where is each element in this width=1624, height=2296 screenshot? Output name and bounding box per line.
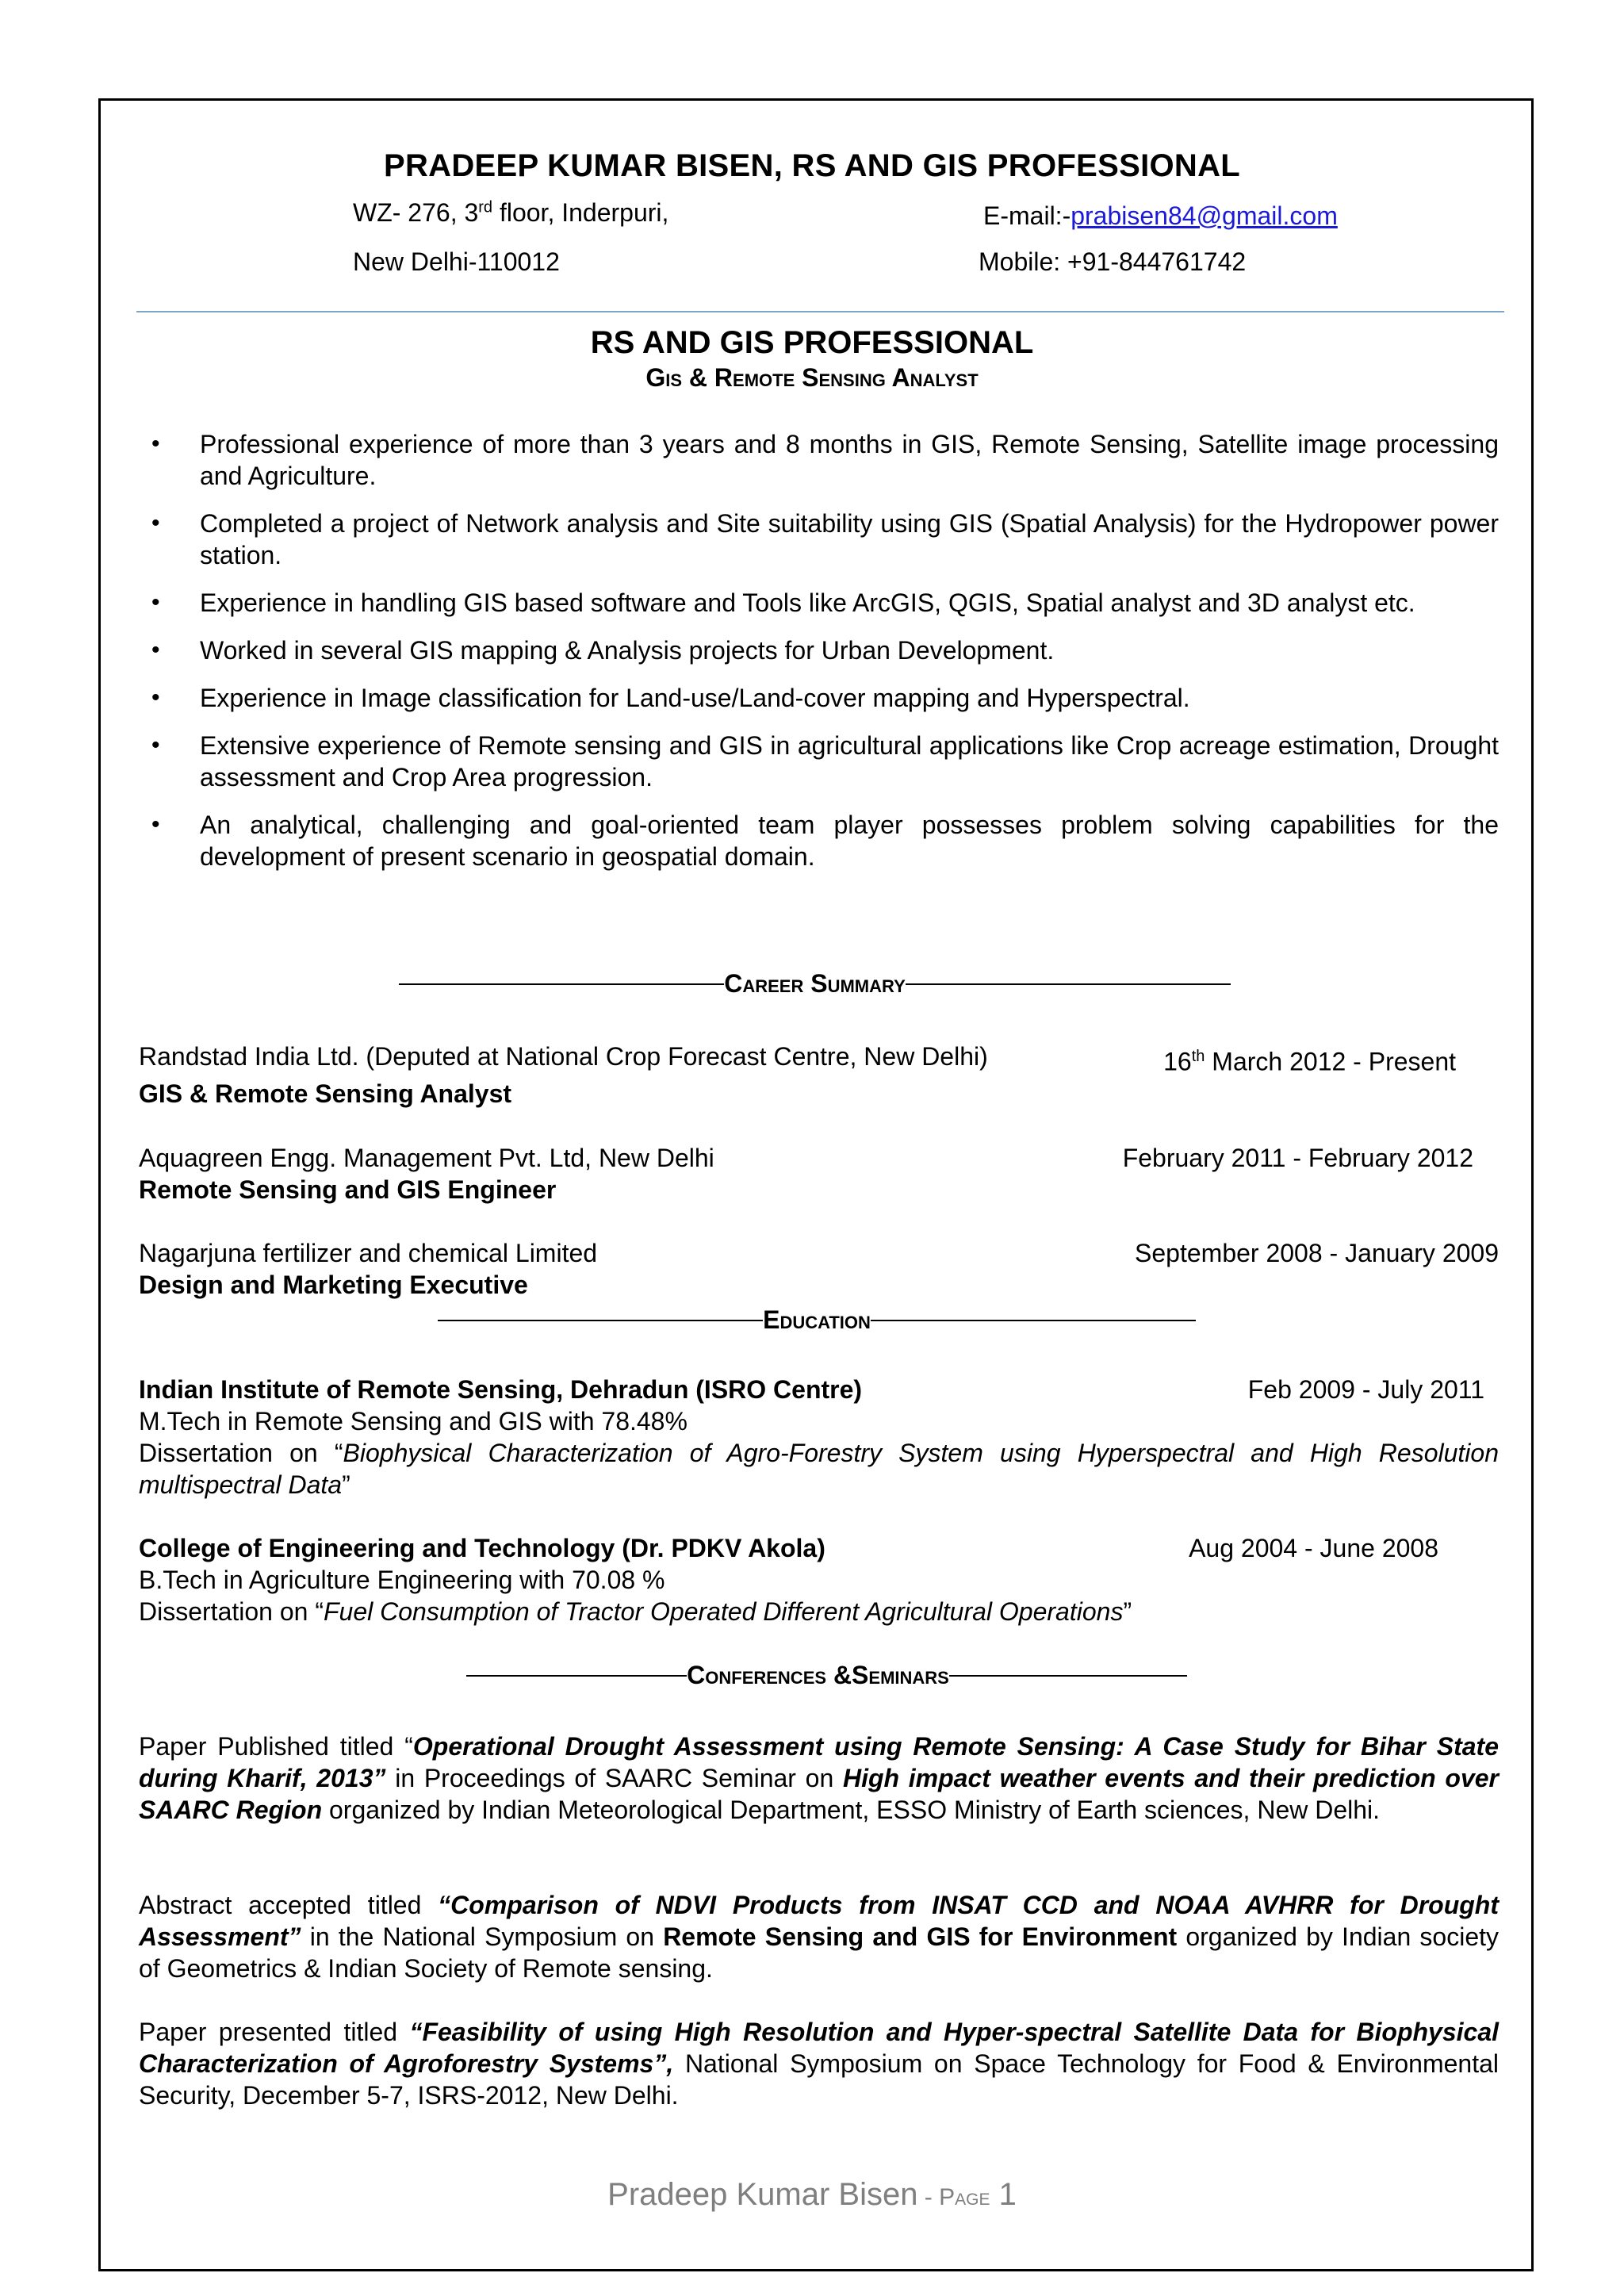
bullet-icon: • bbox=[151, 811, 160, 838]
heading-rule-left bbox=[466, 1675, 687, 1677]
bullet-icon: • bbox=[151, 431, 160, 457]
list-item: • Completed a project of Network analysis and Site suitability using GIS (Spatial Analysis) for the Hydropower power station. bbox=[151, 509, 1499, 569]
job-1 bbox=[139, 1041, 1499, 1110]
conference-paper-3: Paper presented titled “Feasibility of using High Resolution and Hyper-spectral Satellite Data for Biophysical Characterization of Agroforestry Systems”, National Symposium on Space Technology for Food & Environmental Security, December 5-7, ISRS-2012, New Delhi. bbox=[139, 2018, 1500, 2110]
email-link[interactable]: prabisen84@gmail.com bbox=[1071, 201, 1338, 230]
job-2 bbox=[139, 1142, 1499, 1205]
address-line-1: WZ- 276, 3rd floor, Inderpuri, bbox=[353, 198, 669, 227]
career-summary-heading: Career Summary bbox=[365, 969, 1265, 999]
heading-rule-right bbox=[871, 1320, 1196, 1321]
email-line: E-mail:-prabisen84@gmail.com bbox=[983, 201, 1338, 230]
list-item: • Experience in handling GIS based software and Tools like ArcGIS, QGIS, Spatial analyst and 3D analyst etc. bbox=[151, 588, 1415, 617]
bullet-icon: • bbox=[151, 589, 160, 615]
job-role: Design and Marketing Executive bbox=[139, 1271, 528, 1299]
list-item: • An analytical, challenging and goal-oriented team player possesses problem solving capabilities for the development of present scenario in geospatial domain. bbox=[151, 811, 1499, 871]
bullet-icon: • bbox=[151, 637, 160, 663]
job-role: GIS & Remote Sensing Analyst bbox=[139, 1079, 512, 1108]
institute-name: Indian Institute of Remote Sensing, Dehradun (ISRO Centre) bbox=[139, 1375, 863, 1404]
address-line-2: New Delhi-110012 bbox=[353, 247, 560, 276]
profile-subtitle: Gis & Remote Sensing Analyst bbox=[645, 363, 979, 392]
institute-name: College of Engineering and Technology (Dr. PDKV Akola) bbox=[139, 1534, 825, 1562]
bullet-icon: • bbox=[151, 684, 160, 711]
education-date: Feb 2009 - July 2011 bbox=[1247, 1375, 1484, 1404]
job-3 bbox=[139, 1237, 1499, 1301]
page-number: 1 bbox=[990, 2177, 1017, 2212]
job-org: Randstad India Ltd. (Deputed at National Crop Forecast Centre, New Delhi) bbox=[139, 1042, 988, 1071]
job-date: 16th March 2012 - Present bbox=[1163, 1047, 1456, 1076]
education-item-1 bbox=[139, 1374, 1499, 1501]
list-item: • Professional experience of more than 3 years and 8 months in GIS, Remote Sensing, Satellite image processing and Agriculture. bbox=[151, 430, 1499, 490]
education-item-2 bbox=[139, 1532, 1499, 1627]
job-date: September 2008 - January 2009 bbox=[1135, 1239, 1499, 1267]
education-heading: Education bbox=[416, 1305, 1217, 1335]
mobile-line: Mobile: +91-844761742 bbox=[979, 247, 1247, 276]
bullet-icon: • bbox=[151, 732, 160, 758]
heading-rule-right bbox=[906, 983, 1231, 985]
list-item: • Experience in Image classification for Land-use/Land-cover mapping and Hyperspectral. bbox=[151, 684, 1190, 712]
resume-name-title: PRADEEP KUMAR BISEN, RS AND GIS PROFESSIONAL bbox=[384, 148, 1240, 183]
job-role: Remote Sensing and GIS Engineer bbox=[139, 1175, 557, 1204]
conference-paper-2: Abstract accepted titled “Comparison of NDVI Products from INSAT CCD and NOAA AVHRR for Drought Assessment” in the National Symposium on Remote Sensing and GIS for Environment organized by Indian society of Geometrics & Indian Society of Remote sensing. bbox=[139, 1891, 1500, 1983]
education-date: Aug 2004 - June 2008 bbox=[1189, 1534, 1438, 1562]
degree: M.Tech in Remote Sensing and GIS with 78.48% bbox=[139, 1407, 688, 1435]
profile-bullets bbox=[139, 428, 1499, 888]
header-divider bbox=[136, 311, 1504, 312]
heading-rule-left bbox=[399, 983, 724, 985]
dissertation: Dissertation on “Biophysical Characterization of Agro-Forestry System using Hyperspectral and High Resolution multispectral Data” bbox=[139, 1439, 1500, 1499]
degree: B.Tech in Agriculture Engineering with 70.08 % bbox=[139, 1566, 665, 1594]
job-org: Aquagreen Engg. Management Pvt. Ltd, New Delhi bbox=[139, 1144, 714, 1172]
dissertation: Dissertation on “Fuel Consumption of Tractor Operated Different Agricultural Operations” bbox=[139, 1597, 1132, 1626]
profile-title: RS AND GIS PROFESSIONAL bbox=[590, 325, 1034, 360]
list-item: • Worked in several GIS mapping & Analysis projects for Urban Development. bbox=[151, 636, 1055, 665]
heading-rule-left bbox=[438, 1320, 763, 1321]
heading-rule-right bbox=[949, 1675, 1187, 1677]
job-date: February 2011 - February 2012 bbox=[1122, 1144, 1473, 1172]
conferences-heading: Conferences &Seminars bbox=[416, 1661, 1237, 1690]
conference-paper-1: Paper Published titled “Operational Drought Assessment using Remote Sensing: A Case Study for Bihar State during Kharif, 2013” in Proceedings of SAARC Seminar on High impact weather events and their prediction over SAARC Region organized by Indian Meteorological Department, ESSO Ministry of Earth sciences, New Delhi. bbox=[139, 1732, 1500, 1824]
job-org: Nagarjuna fertilizer and chemical Limited bbox=[139, 1239, 598, 1267]
page-footer: Pradeep Kumar Bisen - Page 1 bbox=[607, 2177, 1017, 2212]
bullet-icon: • bbox=[151, 510, 160, 536]
list-item: • Extensive experience of Remote sensing and GIS in agricultural applications like Crop acreage estimation, Drought assessment and Crop Area progression. bbox=[151, 731, 1499, 792]
